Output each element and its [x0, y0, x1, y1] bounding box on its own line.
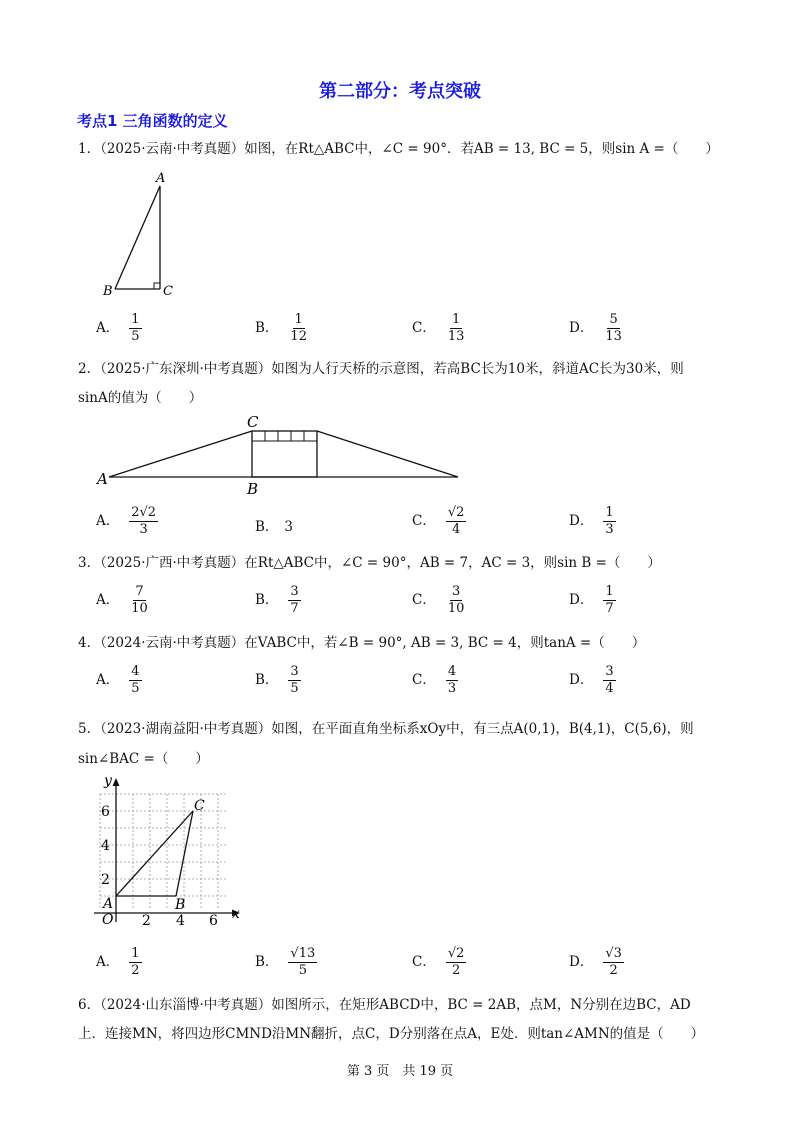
q2-option-d[interactable]: D． $\frac{1}{3}$ — [569, 505, 614, 537]
q4-option-b[interactable]: B． $\frac{3}{5}$ — [255, 664, 299, 696]
q2-label-a: A — [97, 470, 108, 488]
q3-option-a[interactable]: A． $\frac{7}{10}$ — [96, 584, 148, 616]
q5-label-b: B — [175, 897, 186, 913]
q5-label-c: C — [194, 798, 205, 814]
q3-option-b[interactable]: B． $\frac{3}{7}$ — [255, 584, 299, 616]
q5-option-a[interactable]: A． $\frac{1}{2}$ — [96, 946, 140, 978]
q5-y-tick-6: 6 — [101, 804, 110, 820]
q5-y-tick-2: 2 — [101, 872, 110, 888]
q1-option-a[interactable]: A． $\frac{1}{5}$ — [96, 312, 140, 344]
q5-label-o: O — [102, 912, 114, 928]
page-footer: 第 3 页 共 19 页 — [346, 1064, 454, 1079]
q5-axis-x-label: x — [232, 906, 240, 922]
q2-label-b: B — [247, 480, 259, 498]
question-3-stem: 3．（2025·广西·中考真题）在Rt△ABC中，∠C = 90°，AB = 7，AC = 3，则sin B =（ ） — [78, 555, 661, 571]
question-6-stem-line2: 上．连接MN，将四边形CMND沿MN翻折，点C，D分别落在点A，E处．则tan∠AMN的值是（ ） — [78, 1026, 705, 1042]
q5-x-tick-2: 2 — [142, 913, 151, 929]
q1-label-c: C — [163, 284, 173, 299]
q2-option-a[interactable]: A． $\frac{2√2}{3}$ — [96, 505, 157, 537]
page-title: 第二部分：考点突破 — [319, 81, 481, 102]
q1-option-c[interactable]: C． $\frac{1}{13}$ — [412, 312, 465, 344]
q3-option-d[interactable]: D． $\frac{1}{7}$ — [569, 584, 614, 616]
q4-option-a[interactable]: A． $\frac{4}{5}$ — [96, 664, 140, 696]
q2-label-c: C — [247, 413, 259, 431]
question-5-stem-line1: 5．（2023·湖南益阳·中考真题）如图，在平面直角坐标系xOy中，有三点A(0,1)，B(4,1)，C(5,6)，则 — [78, 721, 694, 737]
q5-x-tick-4: 4 — [176, 913, 185, 929]
question-1-stem: 1．（2025·云南·中考真题）如图，在Rt△ABC中，∠C = 90°．若AB = 13, BC = 5，则sin A =（ ） — [78, 141, 719, 157]
q4-option-d[interactable]: D． $\frac{3}{4}$ — [569, 664, 614, 696]
q5-x-tick-6: 6 — [209, 913, 218, 929]
question-2-stem-line1: 2．（2025·广东深圳·中考真题）如图为人行天桥的示意图，若高BC长为10米，斜道AC长为30米，则 — [78, 361, 684, 377]
q5-y-tick-4: 4 — [101, 838, 110, 854]
q2-option-c[interactable]: C． $\frac{√2}{4}$ — [412, 505, 465, 537]
question-1-figure — [100, 168, 190, 302]
q5-label-a: A — [103, 896, 114, 912]
section-heading: 考点1 三角函数的定义 — [77, 112, 228, 130]
q1-label-a: A — [156, 171, 166, 186]
q1-option-b[interactable]: B． $\frac{1}{12}$ — [255, 312, 307, 344]
q5-option-b[interactable]: B． $\frac{√13}{5}$ — [255, 946, 316, 978]
q1-label-b: B — [103, 284, 113, 299]
q1-option-d[interactable]: D． $\frac{5}{13}$ — [569, 312, 622, 344]
question-4-stem: 4．（2024·云南·中考真题）在VABC中，若∠B = 90°, AB = 3, BC = 4，则tanA =（ ） — [78, 635, 646, 651]
q5-axis-y-label: y — [104, 773, 112, 789]
question-5-figure — [90, 772, 260, 930]
q5-option-c[interactable]: C． $\frac{√2}{2}$ — [412, 946, 465, 978]
q5-option-d[interactable]: D． $\frac{√3}{2}$ — [569, 946, 622, 978]
question-2-figure — [95, 412, 475, 498]
q4-option-c[interactable]: C． $\frac{4}{3}$ — [412, 664, 457, 696]
question-2-stem-line2: sinA的值为（ ） — [78, 390, 203, 406]
question-6-stem-line1: 6．（2024·山东淄博·中考真题）如图所示，在矩形ABCD中，BC = 2AB，点M，N分别在边BC，AD — [78, 997, 691, 1013]
q3-option-c[interactable]: C． $\frac{3}{10}$ — [412, 584, 465, 616]
question-5-stem-line2: sin∠BAC =（ ） — [78, 751, 209, 767]
q2-option-b[interactable]: B． 3 — [255, 519, 294, 535]
